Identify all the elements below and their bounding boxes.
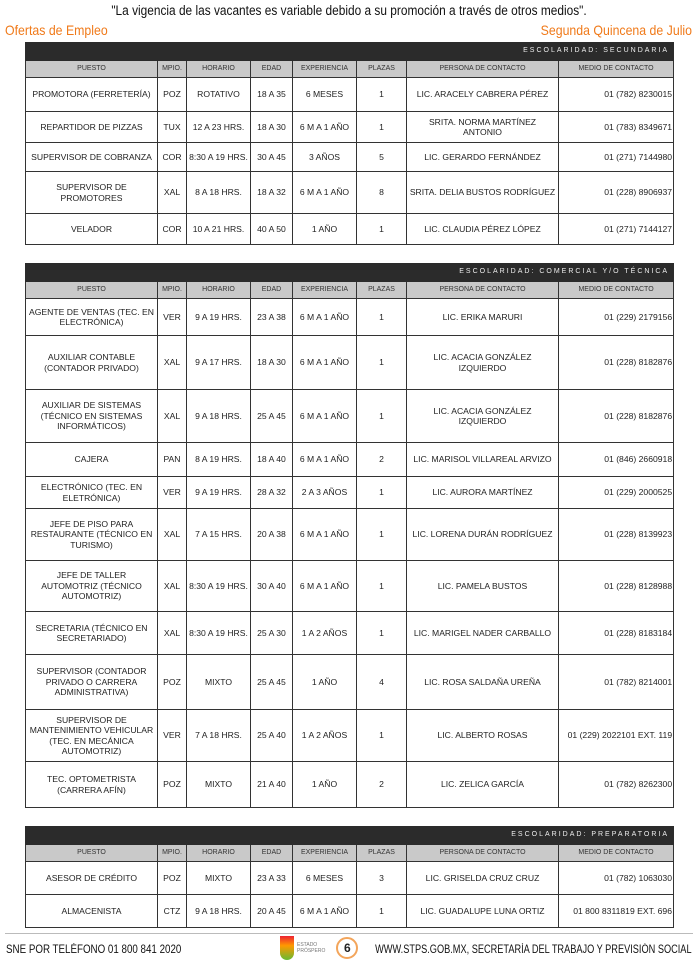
contact-person-cell: LIC. CLAUDIA PÉREZ LÓPEZ [407, 214, 559, 245]
column-header: PUESTO [26, 282, 158, 299]
table-row [26, 477, 674, 509]
plazas-cell: 1 [357, 710, 407, 762]
mpio-cell: TUX [158, 112, 187, 143]
puesto-cell: AUXILIAR DE SISTEMAS (TÉCNICO EN SISTEMAS INFORMÁTICOS) [26, 390, 158, 443]
horario-cell: 9 A 18 HRS. [187, 390, 251, 443]
puesto-cell: TEC. OPTOMETRISTA (CARRERA AFÍN) [26, 762, 158, 808]
edad-cell: 25 A 30 [251, 612, 293, 655]
column-header: PUESTO [26, 845, 158, 862]
horario-cell: MIXTO [187, 862, 251, 895]
plazas-cell: 2 [357, 443, 407, 477]
column-header-row [26, 282, 674, 299]
page-number: 6 [336, 937, 358, 959]
plazas-cell: 1 [357, 895, 407, 928]
contact-person-cell: LIC. ACACIA GONZÁLEZ IZQUIERDO [407, 336, 559, 390]
horario-cell: 7 A 18 HRS. [187, 710, 251, 762]
column-header: EXPERIENCIA [293, 282, 357, 299]
contact-person-cell: SRITA. NORMA MARTÍNEZ ANTONIO [407, 112, 559, 143]
edad-cell: 21 A 40 [251, 762, 293, 808]
contact-phone-cell: 01 (782) 1063030 [559, 862, 674, 895]
experiencia-cell: 6 M A 1 AÑO [293, 390, 357, 443]
column-header: EDAD [251, 61, 293, 78]
table-row [26, 862, 674, 895]
contact-phone-cell: 01 800 8311819 EXT. 696 [559, 895, 674, 928]
validity-notice: "La vigencia de las vacantes es variable debido a su promoción a través de otros medios". [111, 3, 587, 18]
plazas-cell: 1 [357, 336, 407, 390]
puesto-cell: ELECTRÓNICO (TEC. EN ELETRÓNICA) [26, 477, 158, 509]
job-table [25, 826, 674, 928]
horario-cell: 9 A 17 HRS. [187, 336, 251, 390]
column-header: MPIO. [158, 282, 187, 299]
puesto-cell: ALMACENISTA [26, 895, 158, 928]
mpio-cell: COR [158, 143, 187, 172]
column-header: MEDIO DE CONTACTO [559, 282, 674, 299]
plazas-cell: 5 [357, 143, 407, 172]
table-row [26, 299, 674, 336]
edad-cell: 18 A 30 [251, 112, 293, 143]
horario-cell: 9 A 18 HRS. [187, 895, 251, 928]
horario-cell: ROTATIVO [187, 78, 251, 112]
contact-person-cell: LIC. GRISELDA CRUZ CRUZ [407, 862, 559, 895]
edad-cell: 28 A 32 [251, 477, 293, 509]
experiencia-cell: 1 A 2 AÑOS [293, 710, 357, 762]
edad-cell: 25 A 45 [251, 655, 293, 710]
contact-person-cell: LIC. MARISOL VILLAREAL ARVIZO [407, 443, 559, 477]
edad-cell: 18 A 32 [251, 172, 293, 214]
table-row [26, 336, 674, 390]
plazas-cell: 8 [357, 172, 407, 214]
contact-person-cell: LIC. ERIKA MARURI [407, 299, 559, 336]
column-header: MEDIO DE CONTACTO [559, 61, 674, 78]
mpio-cell: XAL [158, 172, 187, 214]
experiencia-cell: 1 AÑO [293, 762, 357, 808]
plazas-cell: 1 [357, 78, 407, 112]
contact-person-cell: LIC. MARIGEL NADER CARBALLO [407, 612, 559, 655]
footer-phone: SNE POR TELÉFONO 01 800 841 2020 [6, 944, 182, 956]
contact-person-cell: LIC. AURORA MARTÍNEZ [407, 477, 559, 509]
experiencia-cell: 6 M A 1 AÑO [293, 336, 357, 390]
column-header: HORARIO [187, 282, 251, 299]
contact-phone-cell: 01 (228) 8183184 [559, 612, 674, 655]
experiencia-cell: 6 M A 1 AÑO [293, 895, 357, 928]
edad-cell: 18 A 30 [251, 336, 293, 390]
plazas-cell: 1 [357, 214, 407, 245]
mpio-cell: CTZ [158, 895, 187, 928]
contact-phone-cell: 01 (782) 8230015 [559, 78, 674, 112]
column-header: MPIO. [158, 61, 187, 78]
column-header: MEDIO DE CONTACTO [559, 845, 674, 862]
table-row [26, 561, 674, 612]
contact-phone-cell: 01 (228) 8182876 [559, 390, 674, 443]
contact-person-cell: LIC. ARACELY CABRERA PÉREZ [407, 78, 559, 112]
experiencia-cell: 6 M A 1 AÑO [293, 443, 357, 477]
column-header: MPIO. [158, 845, 187, 862]
plazas-cell: 3 [357, 862, 407, 895]
mpio-cell: POZ [158, 862, 187, 895]
contact-phone-cell: 01 (228) 8906937 [559, 172, 674, 214]
edad-cell: 20 A 38 [251, 509, 293, 561]
experiencia-cell: 6 M A 1 AÑO [293, 509, 357, 561]
experiencia-cell: 2 A 3 AÑOS [293, 477, 357, 509]
mpio-cell: XAL [158, 390, 187, 443]
footer-website: WWW.STPS.GOB.MX, SECRETARÍA DEL TRABAJO Y PREVISIÓN SOCIAL [375, 944, 692, 956]
experiencia-cell: 6 M A 1 AÑO [293, 172, 357, 214]
edad-cell: 25 A 40 [251, 710, 293, 762]
section-title: ESCOLARIDAD: PREPARATORIA [26, 827, 674, 845]
column-header: HORARIO [187, 61, 251, 78]
period-title: Segunda Quincena de Julio [540, 22, 692, 38]
contact-phone-cell: 01 (229) 2022101 EXT. 119 [559, 710, 674, 762]
edad-cell: 18 A 40 [251, 443, 293, 477]
puesto-cell: AUXILIAR CONTABLE (CONTADOR PRIVADO) [26, 336, 158, 390]
table-row [26, 612, 674, 655]
plazas-cell: 1 [357, 112, 407, 143]
logo-text: ESTADO PRÓSPERO [297, 942, 326, 954]
mpio-cell: POZ [158, 762, 187, 808]
horario-cell: 9 A 19 HRS. [187, 299, 251, 336]
horario-cell: 9 A 19 HRS. [187, 477, 251, 509]
puesto-cell: REPARTIDOR DE PIZZAS [26, 112, 158, 143]
experiencia-cell: 1 AÑO [293, 655, 357, 710]
table-row [26, 762, 674, 808]
puesto-cell: PROMOTORA (FERRETERÍA) [26, 78, 158, 112]
table-row [26, 143, 674, 172]
puesto-cell: ASESOR DE CRÉDITO [26, 862, 158, 895]
mpio-cell: VER [158, 477, 187, 509]
contact-phone-cell: 01 (271) 7144127 [559, 214, 674, 245]
contact-phone-cell: 01 (271) 7144980 [559, 143, 674, 172]
table-row [26, 710, 674, 762]
contact-person-cell: LIC. ALBERTO ROSAS [407, 710, 559, 762]
edad-cell: 40 A 50 [251, 214, 293, 245]
page-title: Ofertas de Empleo [5, 22, 108, 38]
contact-person-cell: LIC. ACACIA GONZÁLEZ IZQUIERDO [407, 390, 559, 443]
mpio-cell: POZ [158, 655, 187, 710]
contact-phone-cell: 01 (229) 2179156 [559, 299, 674, 336]
contact-phone-cell: 01 (783) 8349671 [559, 112, 674, 143]
experiencia-cell: 6 M A 1 AÑO [293, 561, 357, 612]
plazas-cell: 1 [357, 477, 407, 509]
section-title: ESCOLARIDAD: COMERCIAL Y/O TÉCNICA [26, 264, 674, 282]
job-table [25, 263, 674, 808]
table-row [26, 172, 674, 214]
contact-person-cell: LIC. ROSA SALDAÑA UREÑA [407, 655, 559, 710]
plazas-cell: 1 [357, 561, 407, 612]
column-header-row [26, 845, 674, 862]
horario-cell: 7 A 15 HRS. [187, 509, 251, 561]
edad-cell: 30 A 45 [251, 143, 293, 172]
mpio-cell: XAL [158, 509, 187, 561]
edad-cell: 23 A 38 [251, 299, 293, 336]
column-header-row [26, 61, 674, 78]
contact-phone-cell: 01 (846) 2660918 [559, 443, 674, 477]
plazas-cell: 2 [357, 762, 407, 808]
experiencia-cell: 6 MESES [293, 862, 357, 895]
horario-cell: 8:30 A 19 HRS. [187, 561, 251, 612]
experiencia-cell: 6 M A 1 AÑO [293, 299, 357, 336]
column-header: PLAZAS [357, 61, 407, 78]
column-header: HORARIO [187, 845, 251, 862]
horario-cell: 10 A 21 HRS. [187, 214, 251, 245]
contact-person-cell: LIC. LORENA DURÁN RODRÍGUEZ [407, 509, 559, 561]
plazas-cell: 1 [357, 299, 407, 336]
table-row [26, 655, 674, 710]
contact-person-cell: LIC. ZELICA GARCÍA [407, 762, 559, 808]
experiencia-cell: 1 A 2 AÑOS [293, 612, 357, 655]
horario-cell: MIXTO [187, 762, 251, 808]
column-header: PERSONA DE CONTACTO [407, 282, 559, 299]
section-title: ESCOLARIDAD: SECUNDARIA [26, 43, 674, 61]
column-header: EDAD [251, 845, 293, 862]
edad-cell: 30 A 40 [251, 561, 293, 612]
contact-person-cell: LIC. GERARDO FERNÁNDEZ [407, 143, 559, 172]
estado-prospero-logo [280, 936, 358, 960]
column-header: EXPERIENCIA [293, 61, 357, 78]
contact-phone-cell: 01 (229) 2000525 [559, 477, 674, 509]
puesto-cell: VELADOR [26, 214, 158, 245]
column-header: EXPERIENCIA [293, 845, 357, 862]
mpio-cell: VER [158, 710, 187, 762]
column-header: PERSONA DE CONTACTO [407, 61, 559, 78]
contact-phone-cell: 01 (228) 8139923 [559, 509, 674, 561]
mpio-cell: XAL [158, 336, 187, 390]
horario-cell: 8:30 A 19 HRS. [187, 143, 251, 172]
contact-phone-cell: 01 (782) 8262300 [559, 762, 674, 808]
column-header: PERSONA DE CONTACTO [407, 845, 559, 862]
horario-cell: 12 A 23 HRS. [187, 112, 251, 143]
horario-cell: 8:30 A 19 HRS. [187, 612, 251, 655]
puesto-cell: JEFE DE TALLER AUTOMOTRIZ (TÉCNICO AUTOMOTRIZ) [26, 561, 158, 612]
puesto-cell: SUPERVISOR DE MANTENIMIENTO VEHICULAR (TEC. EN MECÁNICA AUTOMOTRIZ) [26, 710, 158, 762]
table-row [26, 895, 674, 928]
column-header: PLAZAS [357, 845, 407, 862]
column-header: EDAD [251, 282, 293, 299]
puesto-cell: CAJERA [26, 443, 158, 477]
contact-person-cell: LIC. GUADALUPE LUNA ORTIZ [407, 895, 559, 928]
puesto-cell: JEFE DE PISO PARA RESTAURANTE (TÉCNICO EN TURISMO) [26, 509, 158, 561]
puesto-cell: SECRETARIA (TÉCNICO EN SECRETARIADO) [26, 612, 158, 655]
plazas-cell: 1 [357, 390, 407, 443]
table-row [26, 214, 674, 245]
edad-cell: 23 A 33 [251, 862, 293, 895]
table-row [26, 443, 674, 477]
contact-person-cell: LIC. PAMELA BUSTOS [407, 561, 559, 612]
table-row [26, 78, 674, 112]
column-header: PLAZAS [357, 282, 407, 299]
contact-phone-cell: 01 (228) 8182876 [559, 336, 674, 390]
mpio-cell: COR [158, 214, 187, 245]
table-row [26, 390, 674, 443]
column-header: PUESTO [26, 61, 158, 78]
table-row [26, 112, 674, 143]
puesto-cell: SUPERVISOR (CONTADOR PRIVADO O CARRERA ADMINISTRATIVA) [26, 655, 158, 710]
puesto-cell: SUPERVISOR DE PROMOTORES [26, 172, 158, 214]
plazas-cell: 1 [357, 612, 407, 655]
contact-person-cell: SRITA. DELIA BUSTOS RODRÍGUEZ [407, 172, 559, 214]
mpio-cell: XAL [158, 612, 187, 655]
edad-cell: 18 A 35 [251, 78, 293, 112]
job-table [25, 42, 674, 245]
contact-phone-cell: 01 (228) 8128988 [559, 561, 674, 612]
contact-phone-cell: 01 (782) 8214001 [559, 655, 674, 710]
footer-divider [5, 933, 693, 934]
horario-cell: 8 A 18 HRS. [187, 172, 251, 214]
plazas-cell: 4 [357, 655, 407, 710]
plazas-cell: 1 [357, 509, 407, 561]
mpio-cell: XAL [158, 561, 187, 612]
table-row [26, 509, 674, 561]
horario-cell: MIXTO [187, 655, 251, 710]
mpio-cell: VER [158, 299, 187, 336]
experiencia-cell: 6 M A 1 AÑO [293, 112, 357, 143]
horario-cell: 8 A 19 HRS. [187, 443, 251, 477]
edad-cell: 20 A 45 [251, 895, 293, 928]
mpio-cell: POZ [158, 78, 187, 112]
puesto-cell: AGENTE DE VENTAS (TEC. EN ELECTRÓNICA) [26, 299, 158, 336]
experiencia-cell: 6 MESES [293, 78, 357, 112]
experiencia-cell: 1 AÑO [293, 214, 357, 245]
mpio-cell: PAN [158, 443, 187, 477]
edad-cell: 25 A 45 [251, 390, 293, 443]
puesto-cell: SUPERVISOR DE COBRANZA [26, 143, 158, 172]
experiencia-cell: 3 AÑOS [293, 143, 357, 172]
logo-icon [280, 936, 294, 960]
